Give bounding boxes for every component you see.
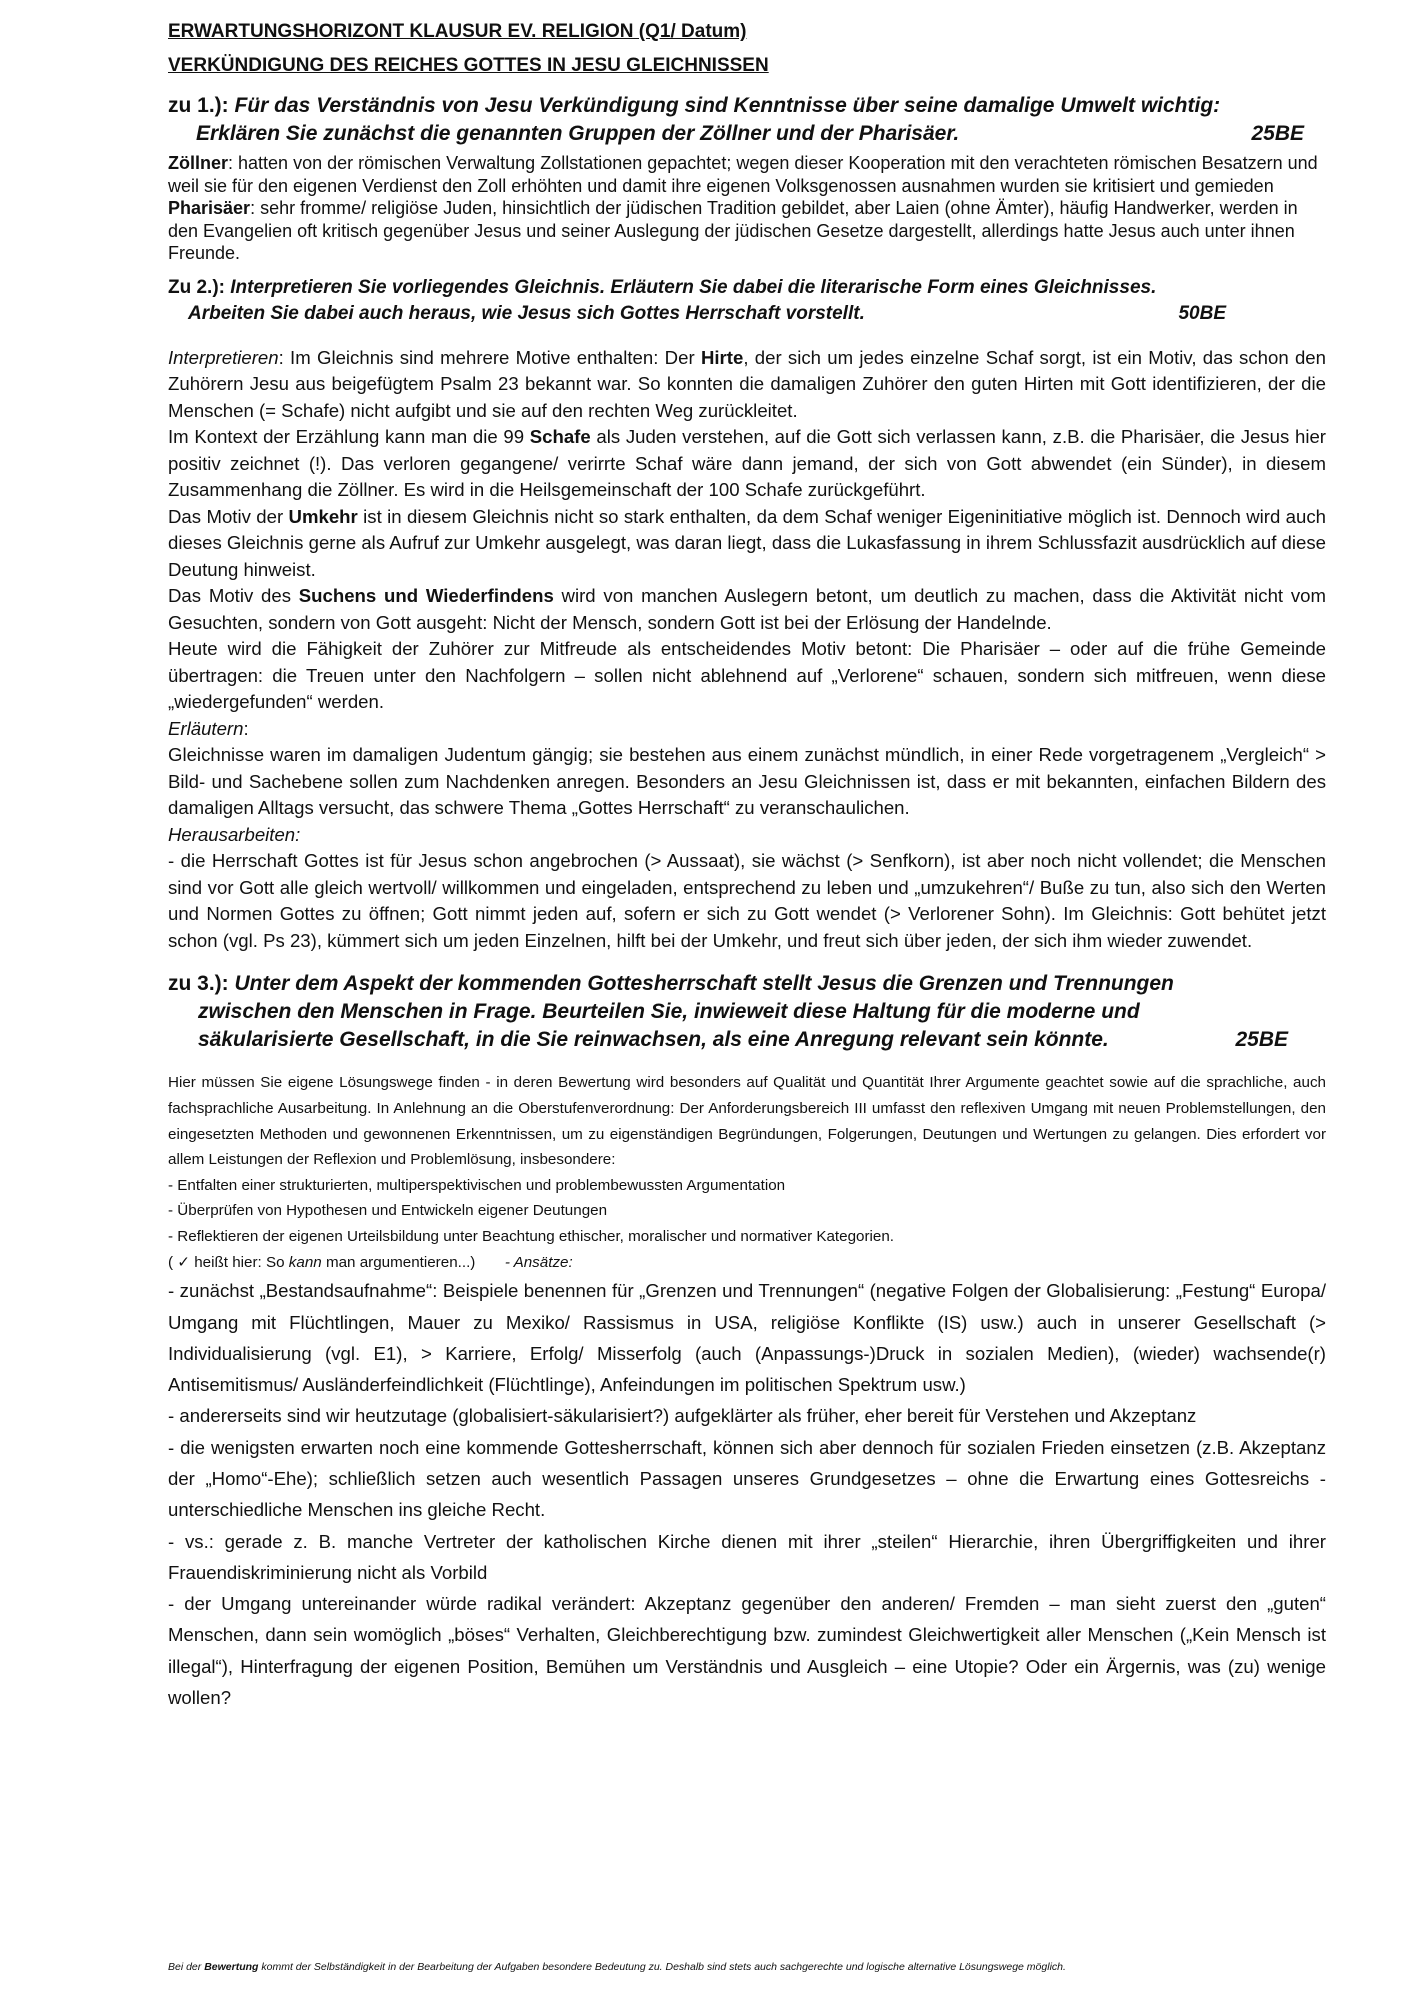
task-1-question-line-2: Erklären Sie zunächst die genannten Gruppen der Zöllner und der Pharisäer. (196, 122, 960, 145)
herausarbeiten-label: Herausarbeiten: (168, 823, 301, 845)
erlaeutern-label: Erläutern (168, 717, 244, 739)
task-3-argument-5: - der Umgang untereinander würde radikal verändert: Akzeptanz gegenüber den anderen/ Fremden – man sieht zuerst den „guten“ Menschen, dann sein womöglich „böses“ Verhalten, Gleichberechtigung bzw. zumindest Gleichwertigkeit aller Menschen („Kein Mensch ist illegal“), Hinterfragung der eigenen Position, Bemühen um Verständnis und Ausgleich – eine Utopie? Oder ein Ärgernis, was (zu) wenige wollen? (168, 1593, 1326, 1709)
interpret-p1-text-b: , der sich um jedes einzelne Schaf sorgt, ist ein Motiv, das schon den Zuhörern Jesu aus beigefügtem Psalm 23 bekannt war. So konnten die damaligen Zuhörer den guten Hirten mit Gott identifizieren, der die Menschen (= Schafe) nicht aufgibt und sie auf den rechten Weg zurückleitet. (168, 346, 1326, 421)
herausarbeiten-paragraph: - die Herrschaft Gottes ist für Jesus schon angebrochen (> Aussaat), sie wächst (> Senfkorn), ist aber noch nicht vollendet; die Menschen sind vor Gott alle gleich wertvoll/ willkommen und eingeladen, entsprechend zu leben und „umzukehren“/ Buße zu tun, also sich den Werten und Normen Gottes zu öffnen; Gott nimmt jeden auf, sofern er sich zu Gott wendet (> Verlorener Sohn). Im Gleichnis: Gott behütet jetzt schon (vgl. Ps 23), kümmert sich um jeden Einzelnen, hilft bei der Umkehr, und freut sich über jeden, der sich ihm wieder zuwendet. (168, 850, 1326, 951)
interpret-p2-text-a: Im Kontext der Erzählung kann man die 99 (168, 426, 530, 448)
task-3-argument-1: - zunächst „Bestandsaufnahme“: Beispiele benennen für „Grenzen und Trennungen“ (negative Folgen der Globalisierung: „Festung“ Europa/ Umgang mit Flüchtlingen, Mauer zu Mexiko/ Rassismus in USA, religiöse Konflikte (IS) usw.) auch in unserer Gesellschaft (> Individualisierung (vgl. E1), > Karriere, Erfolg/ Misserfolg (auch (Anpassungs-)Druck in sozialen Medien), (wieder) wachsende(r) Antisemitismus/ Ausländerfeindlichkeit (Flüchtlinge), Anfeindungen im politischen Spektrum usw.) (168, 1280, 1326, 1396)
task-3-note-text-a: ( ✓ heißt hier: So (168, 1253, 289, 1271)
herausarbeiten-heading (168, 822, 1326, 849)
motif-umkehr: Umkehr (288, 505, 358, 527)
task-1-label: zu 1.): (168, 94, 229, 117)
interpret-p3-text-a: Das Motiv der (168, 505, 289, 527)
document-title: ERWARTUNGSHORIZONT KLAUSUR EV. RELIGION (Q1/ Datum) (168, 21, 747, 42)
zoellner-term: Zöllner (168, 153, 229, 173)
zoellner-text: : hatten von der römischen Verwaltung Zollstationen gepachtet; wegen dieser Kooperation mit den verachteten römischen Besatzern und weil sie für den eigenen Verdienst den Zoll erhöhten und damit ihre eigenen Volksgenossen ausnahmen wurden sie kritisiert und gemieden (168, 153, 1318, 196)
task-1-question-line-2-wrap (196, 120, 1326, 148)
task-3-arguments (168, 1275, 1326, 1713)
task-2-heading (168, 275, 1326, 327)
interpret-p4-text-a: Das Motiv des (168, 585, 299, 607)
task-1-heading (168, 92, 1326, 148)
task-3-intro-paragraph: Hier müssen Sie eigene Lösungswege finden - in deren Bewertung wird besonders auf Qualität und Quantität Ihrer Argumente geachtet sowie auf die sprachliche, auch fachsprachliche Ausarbeitung. In Anlehnung an die Oberstufenverordnung: Der Anforderungsbereich III umfasst den reflexiven Umgang mit neuen Problemstellungen, den eingesetzten Methoden und gewonnenen Erkenntnissen, um zu eigenständigen Begründungen, Folgerungen, Deutungen und Wertungen zu gelangen. Dies erfordert vor allem Leistungen der Reflexion und Problemlösung, insbesondere: (168, 1074, 1326, 1169)
task-2-answer (168, 345, 1326, 955)
task-2-question-line-1: Interpretieren Sie vorliegendes Gleichnis. Erläutern Sie dabei die literarische Form eines Gleichnisses. (230, 276, 1157, 298)
footer-bewertung: Bewertung (204, 1961, 259, 1973)
pharisaeer-paragraph (168, 197, 1326, 265)
interpret-paragraph-1 (168, 345, 1326, 425)
task-3-argument-2: - andererseits sind wir heutzutage (globalisiert-säkularisiert?) aufgeklärter als früher, eher bereit für Verstehen und Akzeptanz (168, 1405, 1197, 1427)
interpret-p1-text-a: : Im Gleichnis sind mehrere Motive enthalten: Der (278, 346, 701, 368)
interpret-paragraph-4 (168, 583, 1326, 636)
footer-text-a: Bei der (168, 1961, 205, 1973)
pharisaeer-term: Pharisäer (168, 198, 251, 219)
interpret-p2-text-b: als Juden verstehen, auf die Gott sich verlassen kann, z.B. die Pharisäer, die Jesus hier positiv zeichnet (!). Das verloren gegangene/ verirrte Schaf wäre dann jemand, der sich von Gott abwendet (ein Sünder), in diesem Zusammenhang die Zöllner. Es wird in die Heilsgemeinschaft der 100 Schafe zurückgeführt. (168, 426, 1326, 501)
task-3-label: zu 3.): (168, 972, 229, 996)
footer-note (168, 1961, 1066, 1973)
interpret-paragraph-3 (168, 504, 1326, 584)
task-3-question-line-3-wrap (198, 1026, 1326, 1054)
erlaeutern-paragraph: Gleichnisse waren im damaligen Judentum gängig; sie bestehen aus einem zunächst mündlich, in einer Rede vorgetragenem „Vergleich“ > Bild- und Sachebene sollen zum Nachdenken anregen. Besonders an Jesu Gleichnissen ist, dass er mit bekannten, einfachen Bildern des damaligen Alltags versucht, das schwere Thema „Gottes Herrschaft“ zu veranschaulichen. (168, 744, 1326, 819)
interpret-p4-text-b: wird von manchen Auslegern betont, um deutlich zu machen, dass die Aktivität nicht vom Gesuchten, sondern von Gott ausgeht: Nicht der Mensch, sondern Gott ist bei der Erlösung der Handelnde. (168, 585, 1326, 633)
task-2-question-line-2: Arbeiten Sie dabei auch heraus, wie Jesus sich Gottes Herrschaft vorstellt. (188, 302, 865, 324)
task-3-argument-4: - vs.: gerade z. B. manche Vertreter der katholischen Kirche dienen mit ihrer „steilen“ Hierarchie, ihren Übergriffigkeiten und ihrer Frauendiskriminierung nicht als Vorbild (168, 1530, 1326, 1583)
task-3-note-kann: kann (288, 1253, 322, 1271)
task-3-note-text-b: man argumentieren...) (321, 1253, 505, 1271)
erlaeutern-heading (168, 716, 1326, 743)
task-2-points: 50BE (1178, 302, 1226, 324)
task-3-intro (168, 1070, 1326, 1275)
task-3-note-ansaetze: - Ansätze: (504, 1253, 573, 1271)
task-1-question-line-1: Für das Verständnis von Jesu Verkündigung sind Kenntnisse über seine damalige Umwelt wichtig: (234, 94, 1221, 117)
interpret-paragraph-5: Heute wird die Fähigkeit der Zuhörer zur Mitfreude als entscheidendes Motiv betont: Die Pharisäer – oder auf die frühe Gemeinde übertragen: die Treuen unter den Nachfolgern – sollen nicht ablehnend auf „Verlorene“ schauen, sondern sich mitfreuen, wenn diese „wiedergefunden“ werden. (168, 638, 1326, 713)
motif-schafe: Schafe (529, 426, 591, 448)
task-3-question-line-1: Unter dem Aspekt der kommenden Gottesherrschaft stellt Jesus die Grenzen und Trennungen (234, 972, 1174, 996)
task-3-list-item-3: - Reflektieren der eigenen Urteilsbildung unter Beachtung ethischer, moralischer und normativer Kategorien. (168, 1228, 895, 1246)
task-3-points: 25BE (1235, 1028, 1288, 1052)
motif-hirte: Hirte (700, 346, 744, 368)
interpret-p3-text-b: ist in diesem Gleichnis nicht so stark enthalten, da dem Schaf weniger Eigeninitiative möglich ist. Dennoch wird auch dieses Gleichnis gerne als Aufruf zur Umkehr ausgelegt, was daran liegt, dass die Lukasfassung in ihrem Schlussfazit ausdrücklich auf diese Deutung hinweist. (168, 505, 1326, 580)
task-3-heading (168, 970, 1326, 1054)
task-2-label: Zu 2.): (168, 276, 225, 298)
task-1-points: 25BE (1251, 122, 1304, 145)
pharisaeer-text: : sehr fromme/ religiöse Juden, hinsichtlich der jüdischen Tradition gebildet, aber Laien (ohne Ämter), häufig Handwerker, werden in den Evangelien oft kritisch gegenüber Jesus und seiner Auslegung der jüdischen Gesetze dargestellt, allerdings hatte Jesus auch unter ihnen Freunde. (168, 198, 1298, 264)
document-subtitle: VERKÜNDIGUNG DES REICHES GOTTES IN JESU GLEICHNISSEN (168, 55, 769, 76)
task-3-question-line-3: säkularisierte Gesellschaft, in die Sie reinwachsen, als eine Anregung relevant sein könnte. (198, 1028, 1109, 1052)
task-2-question-line-2-wrap (188, 301, 1326, 327)
task-1-answer (168, 152, 1326, 265)
task-3-question-line-2: zwischen den Menschen in Frage. Beurteilen Sie, inwieweit diese Haltung für die moderne und (198, 1000, 1140, 1024)
zoellner-paragraph (168, 152, 1326, 197)
erlaeutern-colon: : (243, 717, 249, 739)
footer-text-b: kommt der Selbständigkeit in der Bearbeitung der Aufgaben besondere Bedeutung zu. Deshalb sind stets auch sachgerechte und logische alternative Lösungswege möglich. (258, 1961, 1066, 1973)
task-3-argument-3: - die wenigsten erwarten noch eine kommende Gottesherrschaft, können sich aber dennoch für sozialen Frieden einsetzen (z.B. Akzeptanz der „Homo“-Ehe); schließlich setzen auch wesentlich Passagen unseres Grundgesetzes – ohne die Erwartung eines Gottesreichs - unterschiedliche Menschen ins gleiche Recht. (168, 1436, 1326, 1521)
interpret-paragraph-2 (168, 424, 1326, 504)
task-3-list-item-2: - Überprüfen von Hypothesen und Entwickeln eigener Deutungen (168, 1202, 608, 1220)
interpret-label: Interpretieren (168, 346, 279, 368)
task-3-list-item-1: - Entfalten einer strukturierten, multiperspektivischen und problembewussten Argumentation (168, 1176, 786, 1194)
task-3-note (168, 1250, 1326, 1276)
motif-suchen: Suchens und Wiederfindens (298, 585, 554, 607)
